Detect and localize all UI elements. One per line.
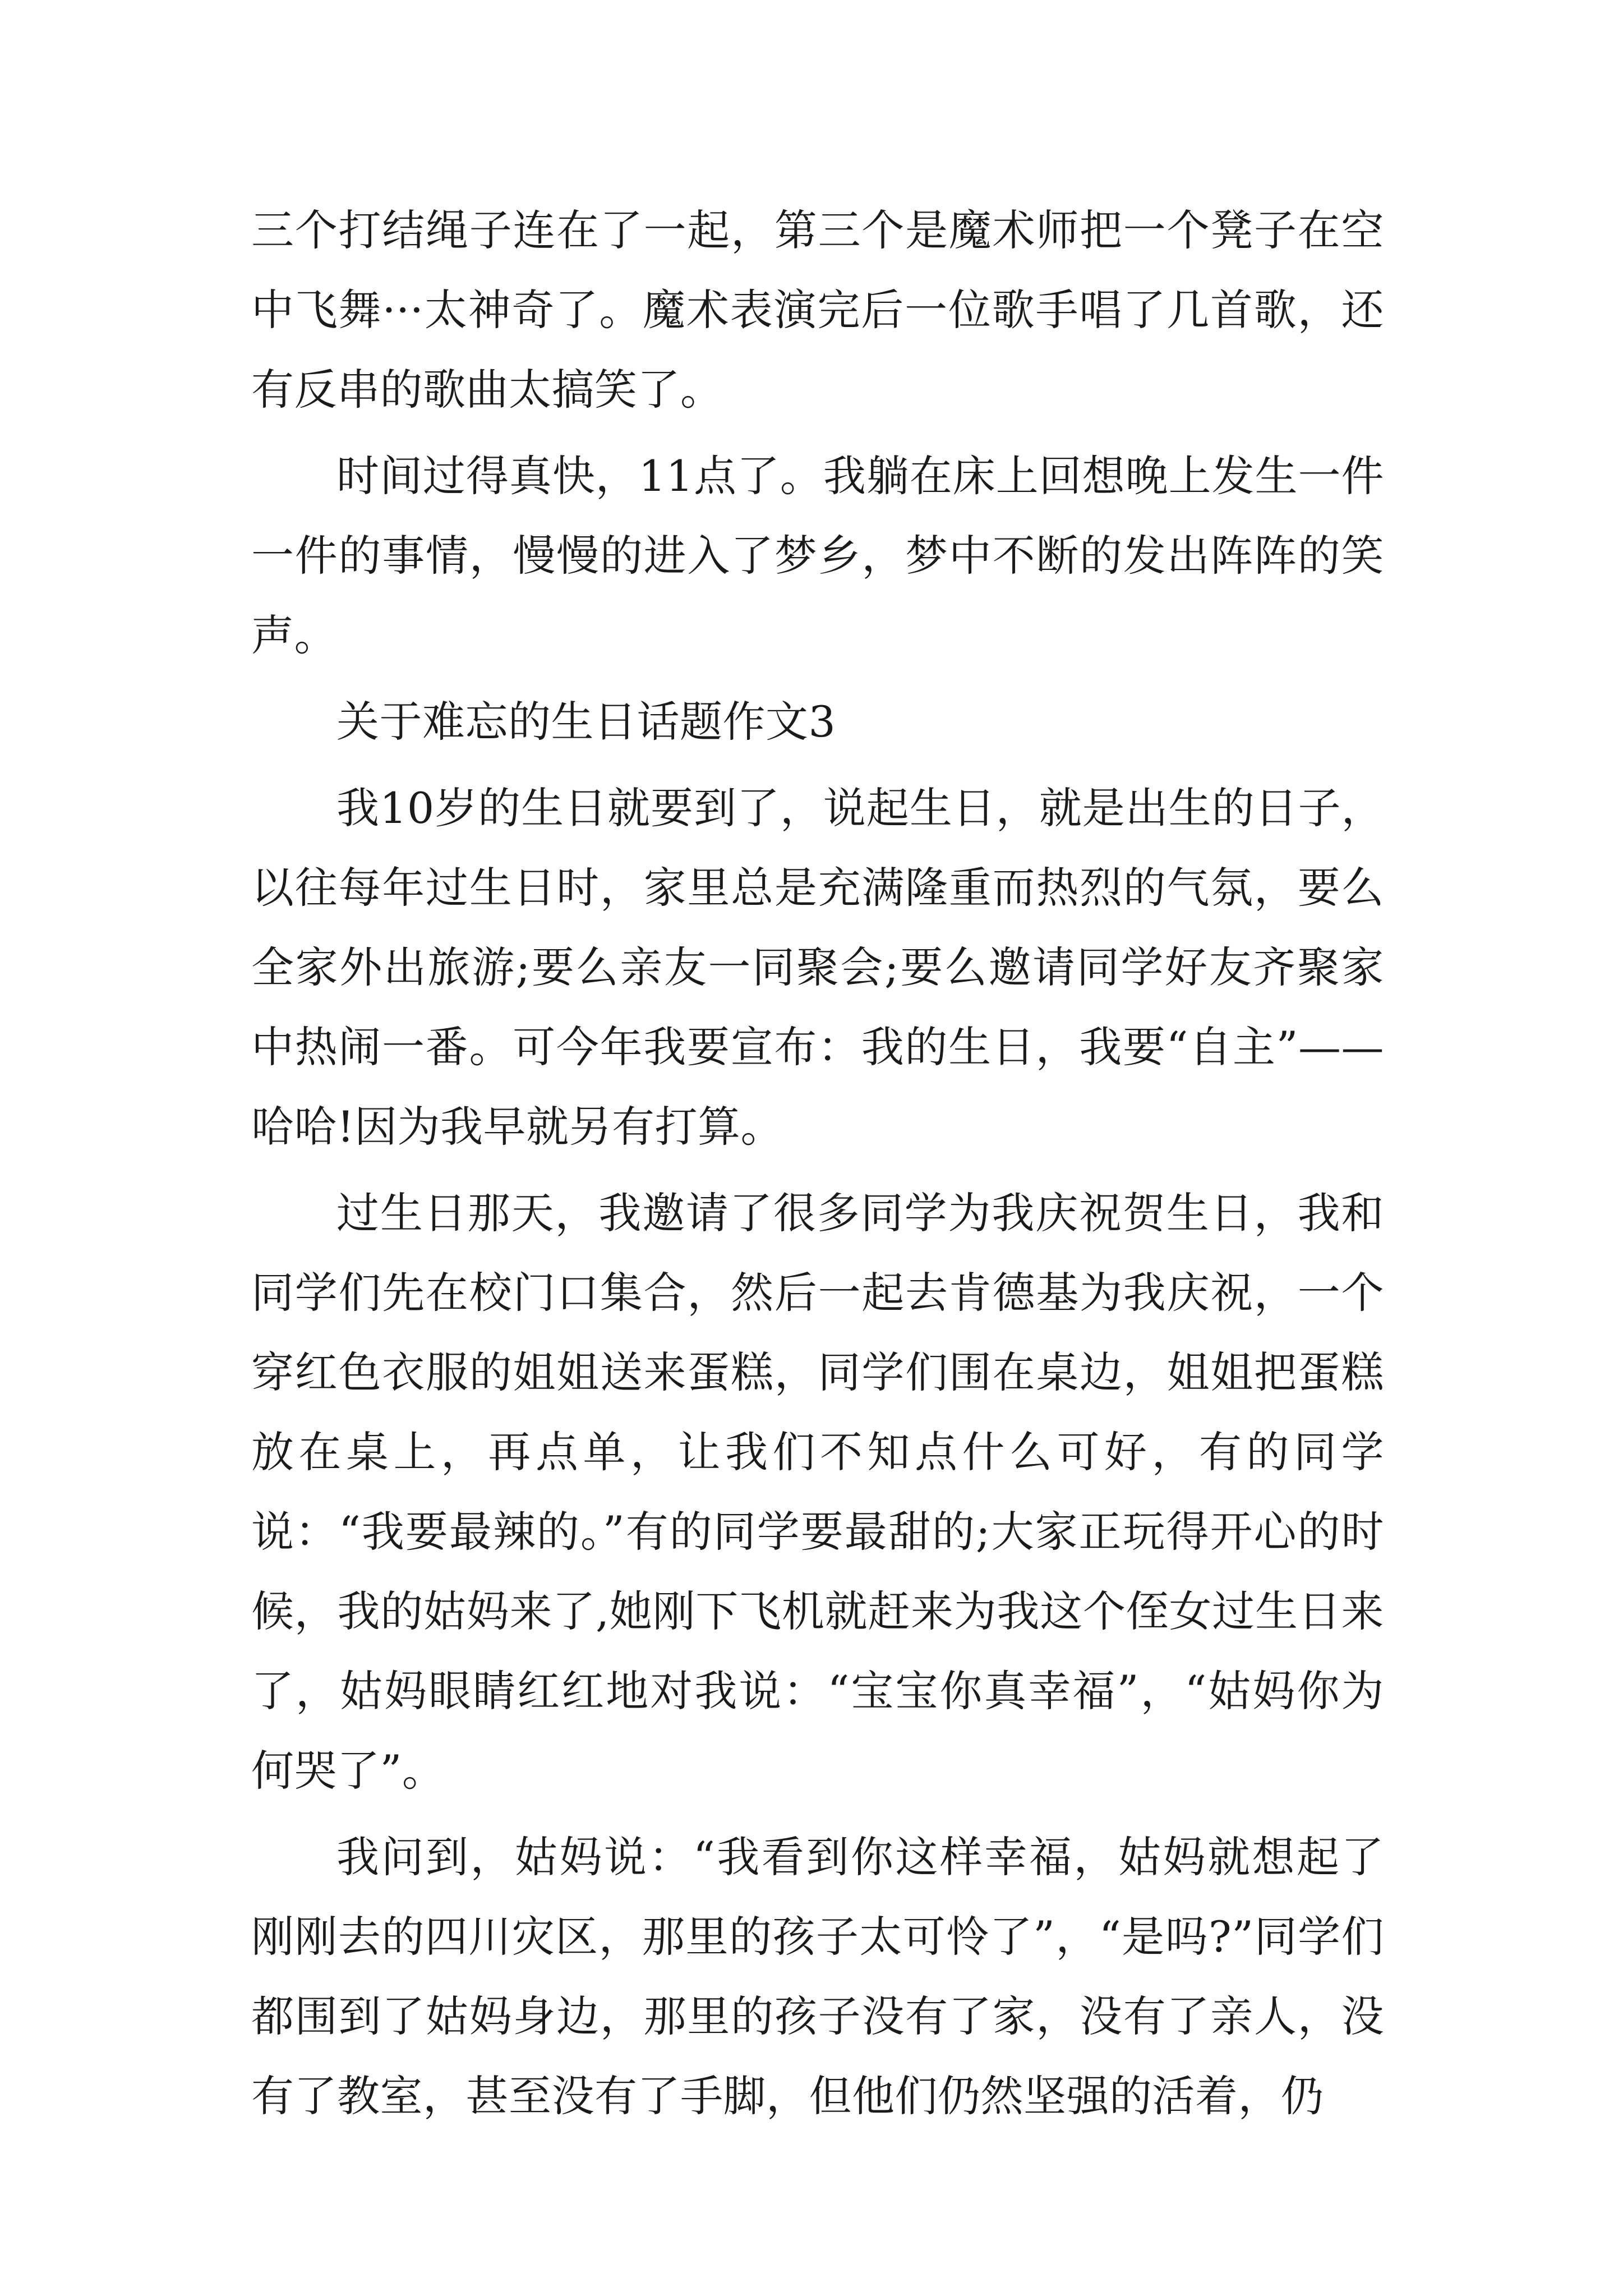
essay-heading: 关于难忘的生日话题作文3 — [336, 697, 836, 747]
paragraph-4: 过生日那天，我邀请了很多同学为我庆祝贺生日，我和同学们先在校门口集合，然后一起去肯德基为我庆祝，一个穿红色衣服的姐姐送来蛋糕，同学们围在桌边，姐姐把蛋糕放在桌上，再点单，让我们不知点什么可好，有的同学说：“我要最辣的。”有的同学要最甜的;大家正玩得开心的时候，我的姑妈来了,她刚下飞机就赶来为我这个侄女过生日来了，姑妈眼睛红红地对我说：“宝宝你真幸福”，“姑妈你为何哭了”。 — [251, 1188, 1384, 1796]
paragraph-1: 三个打结绳子连在了一起，第三个是魔术师把一个凳子在空中飞舞···太神奇了。魔术表演完后一位歌手唱了几首歌，还有反串的歌曲太搞笑了。 — [251, 205, 1384, 415]
paragraph-3: 我10岁的生日就要到了，说起生日，就是出生的日子，以往每年过生日时，家里总是充满隆重而热烈的气氛，要么全家外出旅游;要么亲友一同聚会;要么邀请同学好友齐聚家中热闹一番。可今年我要宣布：我的生日，我要“自主”——哈哈!因为我早就另有打算。 — [251, 783, 1384, 1152]
document-body — [251, 191, 1384, 2143]
paragraph-2: 时间过得真快，11点了。我躺在床上回想晚上发生一件一件的事情，慢慢的进入了梦乡，梦中不断的发出阵阵的笑声。 — [251, 451, 1384, 660]
paragraph-5: 我问到，姑妈说：“我看到你这样幸福，姑妈就想起了刚刚去的四川灾区，那里的孩子太可怜了”，“是吗?”同学们都围到了姑妈身边，那里的孩子没有了家，没有了亲人，没有了教室，甚至没有了手脚，但他们仍然坚强的活着，仍 — [251, 1832, 1384, 2121]
